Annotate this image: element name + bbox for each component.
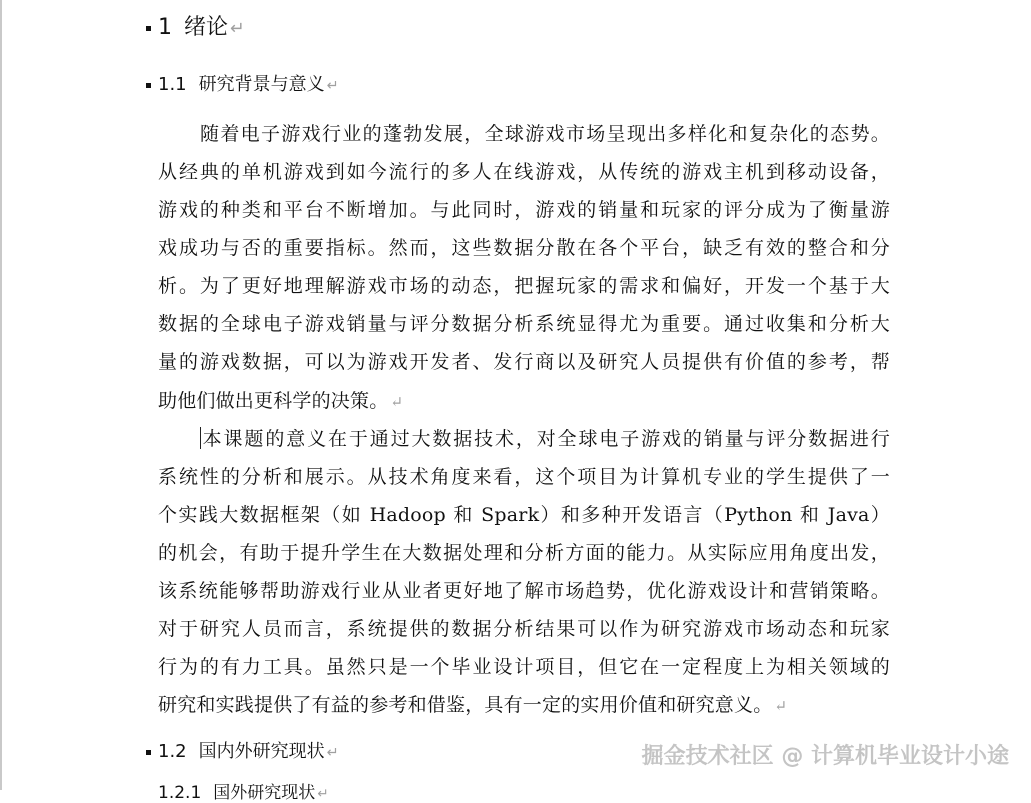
- paragraph-line: [200, 424, 890, 451]
- paragraph-line: 游戏的种类和平台不断增加。与此同时，游戏的销量和玩家的评分成为了衡量游: [158, 199, 890, 221]
- paragraph-mark-icon: ↵: [774, 697, 788, 715]
- heading-number: 1.2: [158, 741, 187, 762]
- paragraph-line: 随着电子游戏行业的蓬勃发展，全球游戏市场呈现出多样化和复杂化的态势。: [200, 123, 890, 145]
- heading-text: 国内外研究现状: [198, 741, 325, 762]
- heading-1-2-1[interactable]: [158, 778, 329, 803]
- paragraph-mark-icon: ↵: [390, 393, 404, 411]
- paragraph-line: 个实践大数据框架（如 Hadoop 和 Spark）和多种开发语言（Python 和 Java）: [158, 504, 890, 526]
- paragraph-mark-icon: ↵: [326, 745, 339, 761]
- paragraph-line: 戏成功与否的重要指标。然而，这些数据分散在各个平台，缺乏有效的整合和分: [158, 237, 890, 259]
- paragraph-line-text: 助他们做出更科学的决策。: [158, 390, 389, 412]
- paragraph-mark-icon: ↵: [326, 78, 339, 94]
- paragraph-line: 的机会，有助于提升学生在大数据处理和分析方面的能力。从实际应用角度出发，: [158, 542, 890, 564]
- paragraph-line-last: [158, 386, 403, 413]
- paragraph-line: 系统性的分析和展示。从技术角度来看，这个项目为计算机专业的学生提供了一: [158, 466, 890, 488]
- paragraph-line: 量的游戏数据，可以为游戏开发者、发行商以及研究人员提供有价值的参考，帮: [158, 351, 890, 373]
- heading-bullet: [146, 750, 151, 755]
- heading-1[interactable]: [146, 10, 245, 41]
- paragraph-line: 对于研究人员而言，系统提供的数据分析结果可以作为研究游戏市场动态和玩家: [158, 618, 890, 640]
- paragraph-line: 数据的全球电子游戏销量与评分数据分析系统显得尤为重要。通过收集和分析大: [158, 313, 890, 335]
- paragraph-line: 该系统能够帮助游戏行业从业者更好地了解市场趋势，优化游戏设计和营销策略。: [158, 580, 890, 602]
- heading-1-2[interactable]: [146, 737, 339, 763]
- heading-1-1[interactable]: [146, 70, 339, 96]
- paragraph-line-last: [158, 690, 787, 717]
- heading-bullet: [146, 26, 151, 31]
- watermark: 掘金技术社区 @ 计算机毕业设计小途: [641, 744, 1009, 769]
- paragraph-line: 行为的有力工具。虽然只是一个毕业设计项目，但它在一定程度上为相关领域的: [158, 656, 890, 678]
- heading-number: 1.2.1: [158, 783, 202, 803]
- heading-bullet: [146, 83, 151, 88]
- heading-text: 国外研究现状: [213, 783, 316, 803]
- paragraph-line-text: 本课题的意义在于通过大数据技术，对全球电子游戏的销量与评分数据进行: [201, 428, 890, 450]
- heading-text: 研究背景与意义: [198, 74, 325, 95]
- paragraph-mark-icon: ↵: [230, 19, 245, 39]
- page-edge: [0, 0, 2, 790]
- paragraph-line: 从经典的单机游戏到如今流行的多人在线游戏，从传统的游戏主机到移动设备，: [158, 161, 890, 183]
- paragraph-line-text: 研究和实践提供了有益的参考和借鉴，具有一定的实用价值和研究意义。: [158, 694, 773, 716]
- heading-number: 1: [158, 15, 172, 40]
- paragraph-line: 析。为了更好地理解游戏市场的动态，把握玩家的需求和偏好，开发一个基于大: [158, 275, 890, 297]
- heading-number: 1.1: [158, 74, 187, 95]
- paragraph-mark-icon: ↵: [317, 786, 329, 802]
- heading-text: 绪论: [184, 15, 229, 40]
